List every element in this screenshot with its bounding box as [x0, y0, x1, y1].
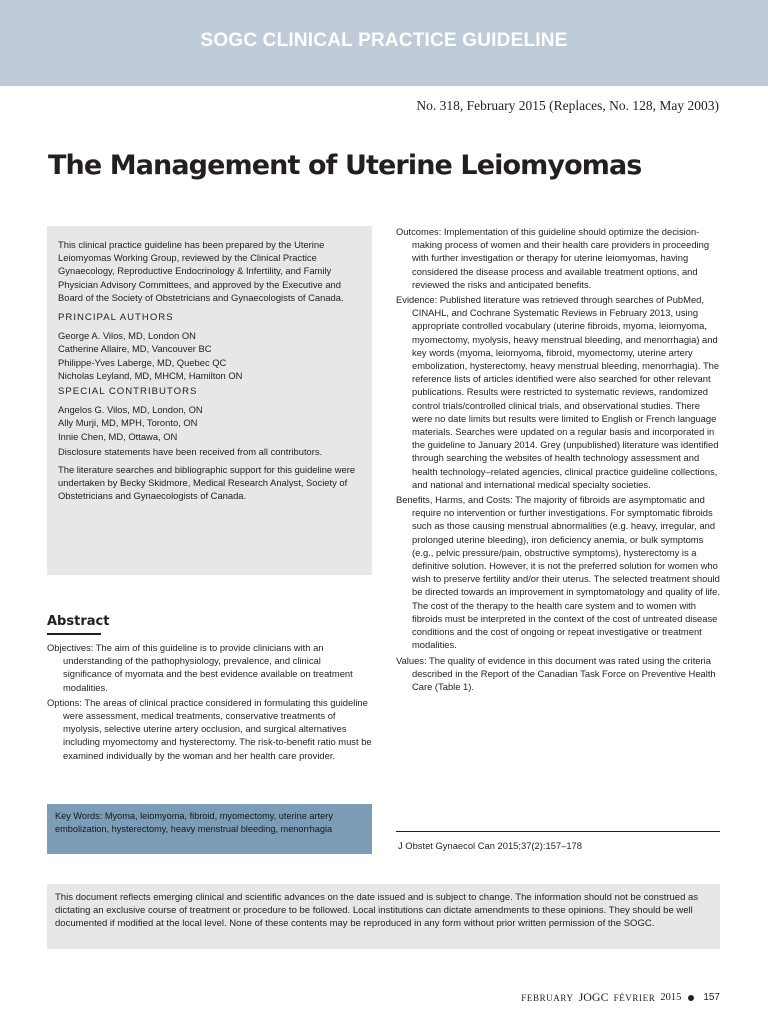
principal-author: Catherine Allaire, MD, Vancouver BC	[58, 343, 212, 355]
document-number: No. 318, February 2015 (Replaces, No. 128, May 2003)	[416, 98, 719, 113]
special-contributors-heading: SPECIAL CONTRIBUTORS	[58, 386, 198, 398]
disclaimer-box: This document reflects emerging clinical and scientific advances on the date issued and is subject to change. The information should not be construed as dictating an exclusive course of treatment or procedure to be followed. Local institutions can dictate amendments to these opinions. They should be well documented if modified at the local level. None of these contents may be reproduced in any form without prior written permission of the SOGC.	[47, 884, 720, 949]
abstract-heading-rule	[47, 633, 101, 635]
principal-authors-heading: PRINCIPAL AUTHORS	[58, 312, 174, 324]
principal-author: George A. Vilos, MD, London ON	[58, 330, 196, 342]
abstract-values: Values: The quality of evidence in this document was rated using the criteria described in the Report of the Canadian Task Force on Preventive Health Care (Table 1).	[396, 654, 716, 692]
footer-year: 2015	[660, 992, 682, 1003]
info-intro: This clinical practice guideline has been prepared by the Uterine Leiomyomas Working Group, reviewed by the Clinical Practice Gynaecology, Reproductive Endocrinology & Infertility, and Family Physician Advisory Committees, and approved by the Executive and Board of the Society of Obstetricians and Gynaecologists of Canada.	[58, 239, 344, 303]
page-number: 157	[703, 992, 720, 1003]
guideline-info-box	[47, 226, 372, 575]
special-contributor: Angelos G. Vilos, MD, London, ON	[58, 404, 203, 416]
special-contributor: Innie Chen, MD, Ottawa, ON	[58, 430, 178, 442]
page-title: The Management of Uterine Leiomyomas	[48, 150, 642, 181]
abstract-right-column	[396, 225, 720, 695]
header-banner	[0, 0, 768, 86]
page-footer	[521, 990, 720, 1005]
footer-journal: JOGC	[578, 990, 609, 1004]
abstract-options: Options: The areas of clinical practice considered in formulating this guideline were assessment, medical treatments, conservative treatments of myolysis, selective uterine artery occlusion, and surgical alternatives including myomectomy and hysterectomy. The risk-to-benefit ratio must be examined individually by the woman and her health care provider.	[47, 696, 372, 761]
abstract-left-column	[47, 641, 372, 764]
special-contributor: Ally Murji, MD, MPH, Toronto, ON	[58, 417, 198, 429]
principal-author: Nicholas Leyland, MD, MHCM, Hamilton ON	[58, 369, 243, 381]
journal-citation: J Obstet Gynaecol Can 2015;37(2):157–178	[398, 840, 582, 851]
abstract-objectives: Objectives: The aim of this guideline is to provide clinicians with an understanding of the pathophysiology, prevalence, and clinical significance of myomata and the best evidence available on treatment modalities.	[47, 642, 353, 693]
guideline-banner-title: SOGC CLINICAL PRACTICE GUIDELINE	[200, 30, 568, 51]
footer-month: FEBRUARY	[521, 992, 574, 1003]
principal-author: Philippe-Yves Laberge, MD, Quebec QC	[58, 356, 227, 368]
keywords-box: Key Words: Myoma, leiomyoma, fibroid, myomectomy, uterine artery embolization, hysterectomy, heavy menstrual bleeding, menorrhagia	[47, 804, 372, 854]
footer-month-fr: FÉVRIER	[613, 992, 656, 1003]
abstract-benefits-harms-costs: Benefits, Harms, and Costs: The majority of fibroids are asymptomatic and require no intervention or further investigations. For symptomatic fibroids such as those causing menstrual abnormalities (e.g. heavy, irregular, and prolonged uterine bleeding), iron deficiency anemia, or bulk symptoms (e.g., pelvic pressure/pain, obstructive symptoms), hysterectomy is a definitive solution. However, it is not the preferred solution for women who wish to preserve fertility and/or their uterus. The selected treatment should be directed towards an improvement in symptomatology and quality of life. The cost of the therapy to the health care system and to women with fibroids must be interpreted in the context of the cost of untreated disease conditions and the cost of ongoing or repeat investigative or treatment modalities.	[396, 494, 720, 651]
abstract-heading: Abstract	[47, 614, 110, 629]
abstract-outcomes: Outcomes: Implementation of this guideline should optimize the decision-making process of women and their health care providers in proceeding with further investigation or therapy for uterine leiomyomas, having considered the disease process and available treatment options, and reviewed the risks and anticipated benefits.	[396, 226, 710, 290]
literature-support-note: The literature searches and bibliographic support for this guideline were undertaken by Becky Skidmore, Medical Research Analyst, Society of Obstetricians and Gynaecologists of Canada.	[58, 464, 356, 502]
bullet-icon	[688, 995, 694, 1001]
disclosure-statement: Disclosure statements have been received from all contributors.	[58, 445, 323, 457]
abstract-evidence: Evidence: Published literature was retrieved through searches of PubMed, CINAHL, and Cochrane Systematic Reviews in February 2013, using appropriate controlled vocabulary (uterine fibroids, myoma, leiomyoma, myomectomy, myolysis, heavy menstrual bleeding, and menorrhagia) and key words (myoma, leiomyoma, fibroid, myomectomy, uterine artery embolization, hysterectomy, heavy menstrual bleeding, menorrhagia). The reference lists of articles identified were also searched for other relevant publications. Results were restricted to systematic reviews, randomized control trials/controlled clinical trials, and observational studies. There were no date limits but results were limited to English or French language materials. Searches were updated on a regular basis and incorporated in the guideline to January 2014. Grey (unpublished) literature was identified through searching the websites of health technology assessment and health technology–related agencies, clinical practice guideline collections, and national and international medical specialty societies.	[396, 294, 720, 490]
citation-divider	[396, 831, 720, 832]
